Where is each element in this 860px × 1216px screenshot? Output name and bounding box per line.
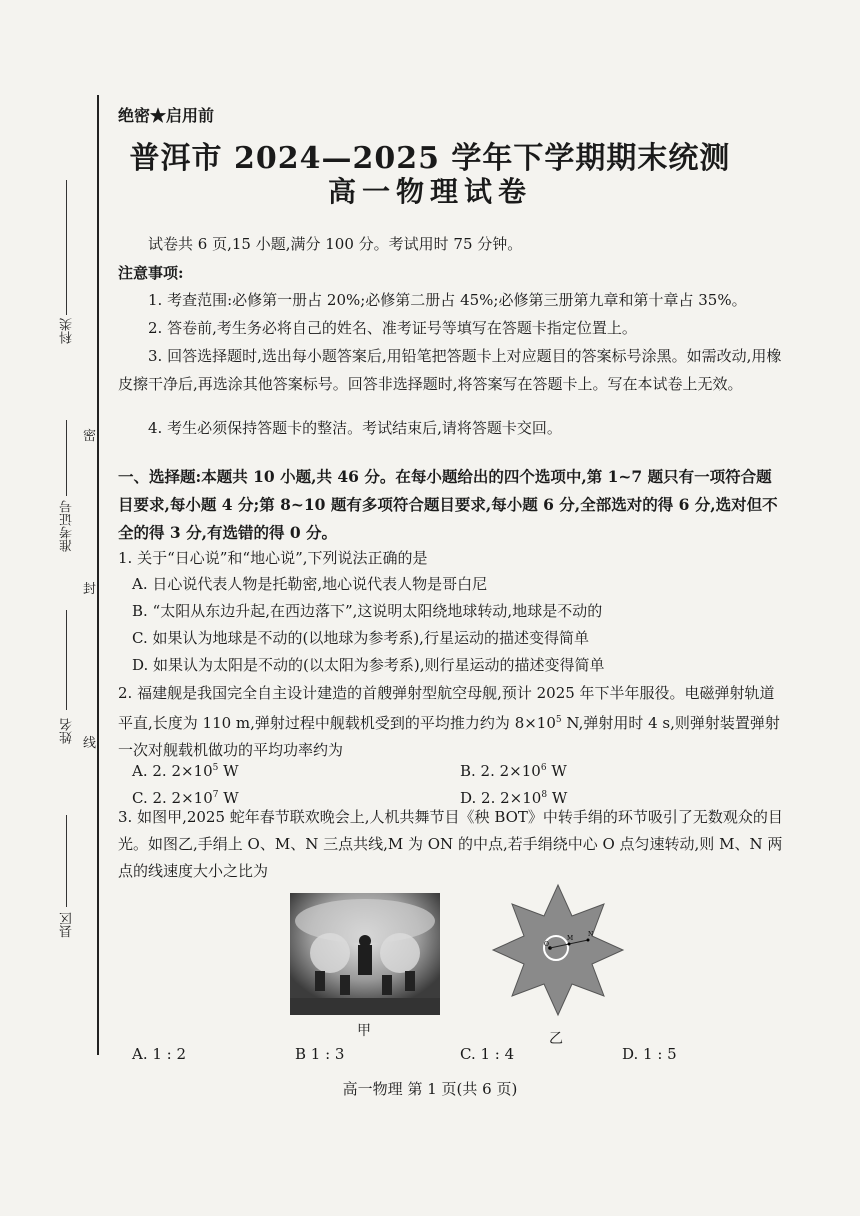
notice-item: 1. 考查范围:必修第一册占 20%;必修第二册占 45%;必修第三册第九章和第十章占 35%。 [148, 291, 747, 309]
question-2-stem-part-2: N,弹射用时 4 s,则弹射装置弹射一次对舰载机做功的平均功率约为 [118, 714, 780, 759]
question-2-option-d: D. 2. $2\times 10^8$ W [460, 789, 568, 807]
binding-line [97, 95, 99, 1055]
field-blank-exam-number [66, 420, 67, 496]
figure-label-o: O [544, 941, 549, 948]
question-3-option-c: C. 1 : 4 [460, 1045, 515, 1063]
question-3-option-d: D. 1 : 5 [622, 1045, 677, 1063]
question-2-option-c: C. 2. $2\times 10^7$ W [132, 789, 239, 807]
figure-label-n: N [588, 931, 594, 938]
page-title: 普洱市 2024—2025 学年下学期期末统测 [129, 141, 731, 176]
question-3-option-a: A. 1 : 2 [132, 1045, 187, 1063]
question-1-stem: 1. 关于“日心说”和“地心说”,下列说法正确的是 [118, 549, 428, 567]
question-2-stem-part-1: 2. 福建舰是我国完全自主设计建造的首艘弹射型航空母舰,预计 2025 年下半年服役。电磁弹射轨道平直,长度为 110 m,弹射过程中舰载机受到的平均推力约为 8×10 [118, 684, 775, 732]
seal-mark-secret: 密 [83, 429, 97, 444]
question-3-option-b: B 1 : 3 [295, 1045, 345, 1063]
question-1-option-d: D. 如果认为太阳是不动的(以太阳为参考系),则行星运动的描述变得简单 [132, 656, 605, 674]
figure-jia-caption: 甲 [357, 1023, 371, 1039]
seal-mark-seal: 封 [83, 582, 97, 597]
figure-yi-handkerchief [488, 880, 628, 1020]
page-subtitle: 高一物理试卷 [327, 175, 532, 208]
question-3-stem: 3. 如图甲,2025 蛇年春节联欢晚会上,人机共舞节目《秧 BOT》中转手绢的环节吸引了无数观众的目光。如图乙,手绢上 O、M、N 三点共线,M 为 ON 的中点,若手绢绕中心 O 点匀速转动,则 M、N 两点的线速度大小之比为 [118, 808, 783, 880]
figure-jia-photo [290, 893, 440, 1015]
notice-item: 4. 考生必须保持答题卡的整洁。考试结束后,请将答题卡交回。 [148, 419, 562, 437]
question-2-option-b: B. 2. $2\times 10^6$ W [460, 762, 567, 780]
notice-heading: 注意事项: [118, 264, 184, 282]
field-blank-county [66, 815, 67, 907]
question-1-option-a: A. 日心说代表人物是托勒密,地心说代表人物是哥白尼 [132, 575, 488, 593]
figure-label-m: M [567, 935, 574, 942]
exam-info: 试卷共 6 页,15 小题,满分 100 分。考试用时 75 分钟。 [148, 235, 523, 253]
page-footer: 高一物理 第 1 页(共 6 页) [342, 1080, 518, 1098]
secret-label: 绝密★启用前 [118, 106, 215, 125]
question-2-stem-exponent: 5 [555, 715, 562, 725]
section-heading: 一、选择题:本题共 10 小题,共 46 分。在每小题给出的四个选项中,第 1~7 题只有一项符合题目要求,每小题 4 分;第 8~10 题有多项符合题目要求,每小题 6 分,全部选对的得 6 分,选对但不全的得 3 分,有选错的得 0 分。 [118, 467, 778, 542]
question-2-option-a: A. 2. $2\times 10^5$ W [132, 762, 239, 780]
field-label-exam-number: 准考证号 [60, 500, 75, 552]
seal-mark-line: 线 [83, 736, 97, 751]
field-blank-name [66, 610, 67, 710]
question-1-option-b: B. “太阳从东边升起,在西边落下”,这说明太阳绕地球转动,地球是不动的 [132, 602, 603, 620]
question-2-stem [118, 680, 783, 764]
field-label-name: 姓名 [60, 718, 75, 744]
field-label-county: 县区 [60, 912, 75, 938]
figure-yi-caption: 乙 [549, 1031, 563, 1047]
field-label-category: 科类 [60, 318, 75, 344]
notice-item: 2. 答卷前,考生务必将自己的姓名、准考证号等填写在答题卡指定位置上。 [148, 319, 637, 337]
question-1-option-c: C. 如果认为地球是不动的(以地球为参考系),行星运动的描述变得简单 [132, 629, 589, 647]
notice-item: 3. 回答选择题时,选出每小题答案后,用铅笔把答题卡上对应题目的答案标号涂黑。如需改动,用橡皮擦干净后,再选涂其他答案标号。回答非选择题时,将答案写在答题卡上。写在本试卷上无效。 [118, 347, 782, 393]
